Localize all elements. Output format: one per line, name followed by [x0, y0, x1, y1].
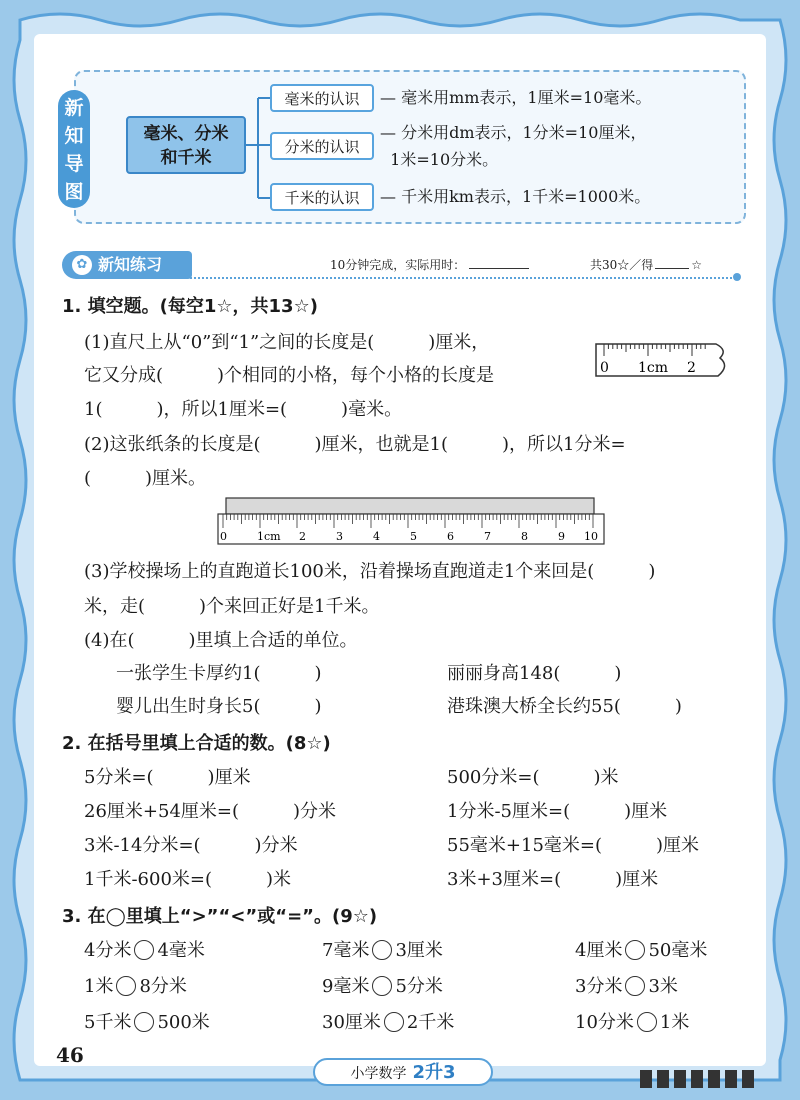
q1-p4: (4)在( )里填上合适的单位。	[84, 630, 358, 651]
q3-item	[322, 936, 443, 962]
q1-p1-line3: 1( )，所以1厘米=( )毫米。	[84, 399, 403, 420]
answer-circle[interactable]	[625, 940, 645, 960]
q1-p3-line2: 米，走( )个来回正好是1千米。	[84, 596, 380, 617]
big-ruler-label: 0	[220, 530, 227, 543]
map-text-dm-2: 1米=10分米。	[380, 150, 499, 169]
section-dot	[733, 273, 741, 281]
big-ruler	[216, 496, 608, 548]
answer-circle[interactable]	[134, 940, 154, 960]
score-text	[590, 256, 702, 273]
q2-item: 1分米-5厘米=( )厘米	[447, 801, 668, 822]
q3-right: 50毫米	[648, 940, 708, 961]
q3-item	[84, 1008, 210, 1034]
badge-char: 导	[64, 153, 84, 175]
q3-right: 3米	[648, 976, 678, 997]
q2-item: 3米-14分米=( )分米	[84, 835, 298, 856]
small-ruler-label: 1cm	[638, 360, 669, 376]
big-ruler-label: 9	[558, 530, 565, 543]
q3-item	[84, 936, 205, 962]
q3-right: 4毫米	[157, 940, 205, 961]
q3-item	[575, 972, 678, 998]
q3-item	[322, 1008, 454, 1034]
q3-left: 1米	[84, 976, 114, 997]
map-center-topic	[126, 116, 246, 174]
answer-circle[interactable]	[625, 976, 645, 996]
answer-circle[interactable]	[372, 976, 392, 996]
big-ruler-label: 2	[299, 530, 306, 543]
big-ruler-label: 6	[447, 530, 454, 543]
badge-char: 新	[64, 97, 84, 119]
big-ruler-label: 5	[410, 530, 417, 543]
footer-badge	[313, 1058, 493, 1086]
score-label: 共30☆／得	[590, 258, 654, 272]
q3-left: 4分米	[84, 940, 132, 961]
q3-left: 5千米	[84, 1012, 132, 1033]
footer-subject: 小学数学	[350, 1066, 407, 1082]
q3-right: 3厘米	[395, 940, 443, 961]
q3-left: 10分米	[575, 1012, 634, 1033]
q3-item	[575, 1008, 689, 1034]
q2-item: 3米+3厘米=( )厘米	[447, 869, 659, 890]
answer-circle[interactable]	[384, 1012, 404, 1032]
q2-item: 5分米=( )厘米	[84, 767, 251, 788]
q2-item: 26厘米+54厘米=( )分米	[84, 801, 337, 822]
q1-p4-item: 婴儿出生时身长5( )	[116, 696, 322, 717]
small-ruler-label: 0	[600, 360, 609, 376]
footer-grade: 2升3	[412, 1062, 456, 1083]
q3-left: 7毫米	[322, 940, 370, 961]
q3-left: 9毫米	[322, 976, 370, 997]
q3-left: 4厘米	[575, 940, 623, 961]
center-line: 和千米	[160, 148, 212, 168]
answer-circle[interactable]	[372, 940, 392, 960]
map-node-dm: 分米的认识	[270, 132, 374, 160]
q3-item	[575, 936, 707, 962]
section-divider	[190, 277, 736, 279]
map-node-mm: 毫米的认识	[270, 84, 374, 112]
center-line: 毫米、分米	[143, 124, 229, 144]
q1-p4-item: 港珠澳大桥全长约55( )	[447, 696, 682, 717]
answer-circle[interactable]	[134, 1012, 154, 1032]
big-ruler-label: 7	[484, 530, 491, 543]
q3-item	[322, 972, 443, 998]
big-ruler-label: 8	[521, 530, 528, 543]
badge-char: 图	[64, 181, 84, 203]
map-text-km: — 千米用km表示，1千米=1000米。	[380, 187, 651, 206]
q1-p4-item: 一张学生卡厚约1( )	[116, 663, 322, 684]
q1-p1-line2: 它又分成( )个相同的小格，每个小格的长度是	[84, 365, 495, 386]
small-ruler-label: 2	[687, 360, 696, 376]
q3-left: 3分米	[575, 976, 623, 997]
timing-text	[330, 256, 529, 273]
q1-p2-line1: (2)这张纸条的长度是( )厘米，也就是1( )，所以1分米=	[84, 434, 626, 455]
q3-left: 30厘米	[322, 1012, 381, 1033]
q1-p3-line1: (3)学校操场上的直跑道长100米，沿着操场直跑道走1个来回是( )	[84, 561, 656, 582]
q1-title: 1. 填空题。(每空1☆，共13☆)	[62, 296, 318, 317]
map-badge	[58, 90, 90, 208]
big-ruler-label: 3	[336, 530, 343, 543]
big-ruler-label: 1cm	[257, 530, 281, 543]
answer-circle[interactable]	[116, 976, 136, 996]
page-number: 46	[56, 1043, 84, 1067]
q3-right: 2千米	[406, 1012, 455, 1033]
q1-p4-item: 丽丽身高148( )	[447, 663, 622, 684]
map-text-mm: — 毫米用mm表示，1厘米=10毫米。	[380, 88, 652, 107]
star-icon: ☆	[691, 258, 703, 272]
q3-title: 3. 在◯里填上“>”“<”或“=”。(9☆)	[62, 906, 378, 927]
map-text-dm-1: — 分米用dm表示，1分米=10厘米，	[380, 123, 647, 142]
medal-icon: ✿	[72, 255, 92, 275]
section-title: 新知练习	[98, 255, 163, 274]
footer-bars	[640, 1070, 759, 1092]
q2-item: 55毫米+15毫米=( )厘米	[447, 835, 700, 856]
q3-right: 1米	[659, 1012, 690, 1033]
big-ruler-label: 10	[584, 530, 598, 543]
section-banner	[62, 251, 192, 279]
map-node-km: 千米的认识	[270, 183, 374, 211]
big-ruler-label: 4	[373, 530, 380, 543]
q3-right: 8分米	[139, 976, 187, 997]
q3-right: 500米	[157, 1012, 210, 1033]
q1-p2-line2: ( )厘米。	[84, 468, 207, 489]
q2-item: 500分米=( )米	[447, 767, 619, 788]
timing-label: 10分钟完成，实际用时：	[330, 258, 466, 272]
q2-title: 2. 在括号里填上合适的数。(8☆)	[62, 733, 331, 754]
q2-item: 1千米-600米=( )米	[84, 869, 292, 890]
small-ruler	[594, 340, 734, 380]
q1-p1-line1: (1)直尺上从“0”到“1”之间的长度是( )厘米，	[84, 332, 490, 353]
answer-circle[interactable]	[637, 1012, 657, 1032]
badge-char: 知	[64, 125, 84, 147]
q3-right: 5分米	[395, 976, 443, 997]
q3-item	[84, 972, 187, 998]
